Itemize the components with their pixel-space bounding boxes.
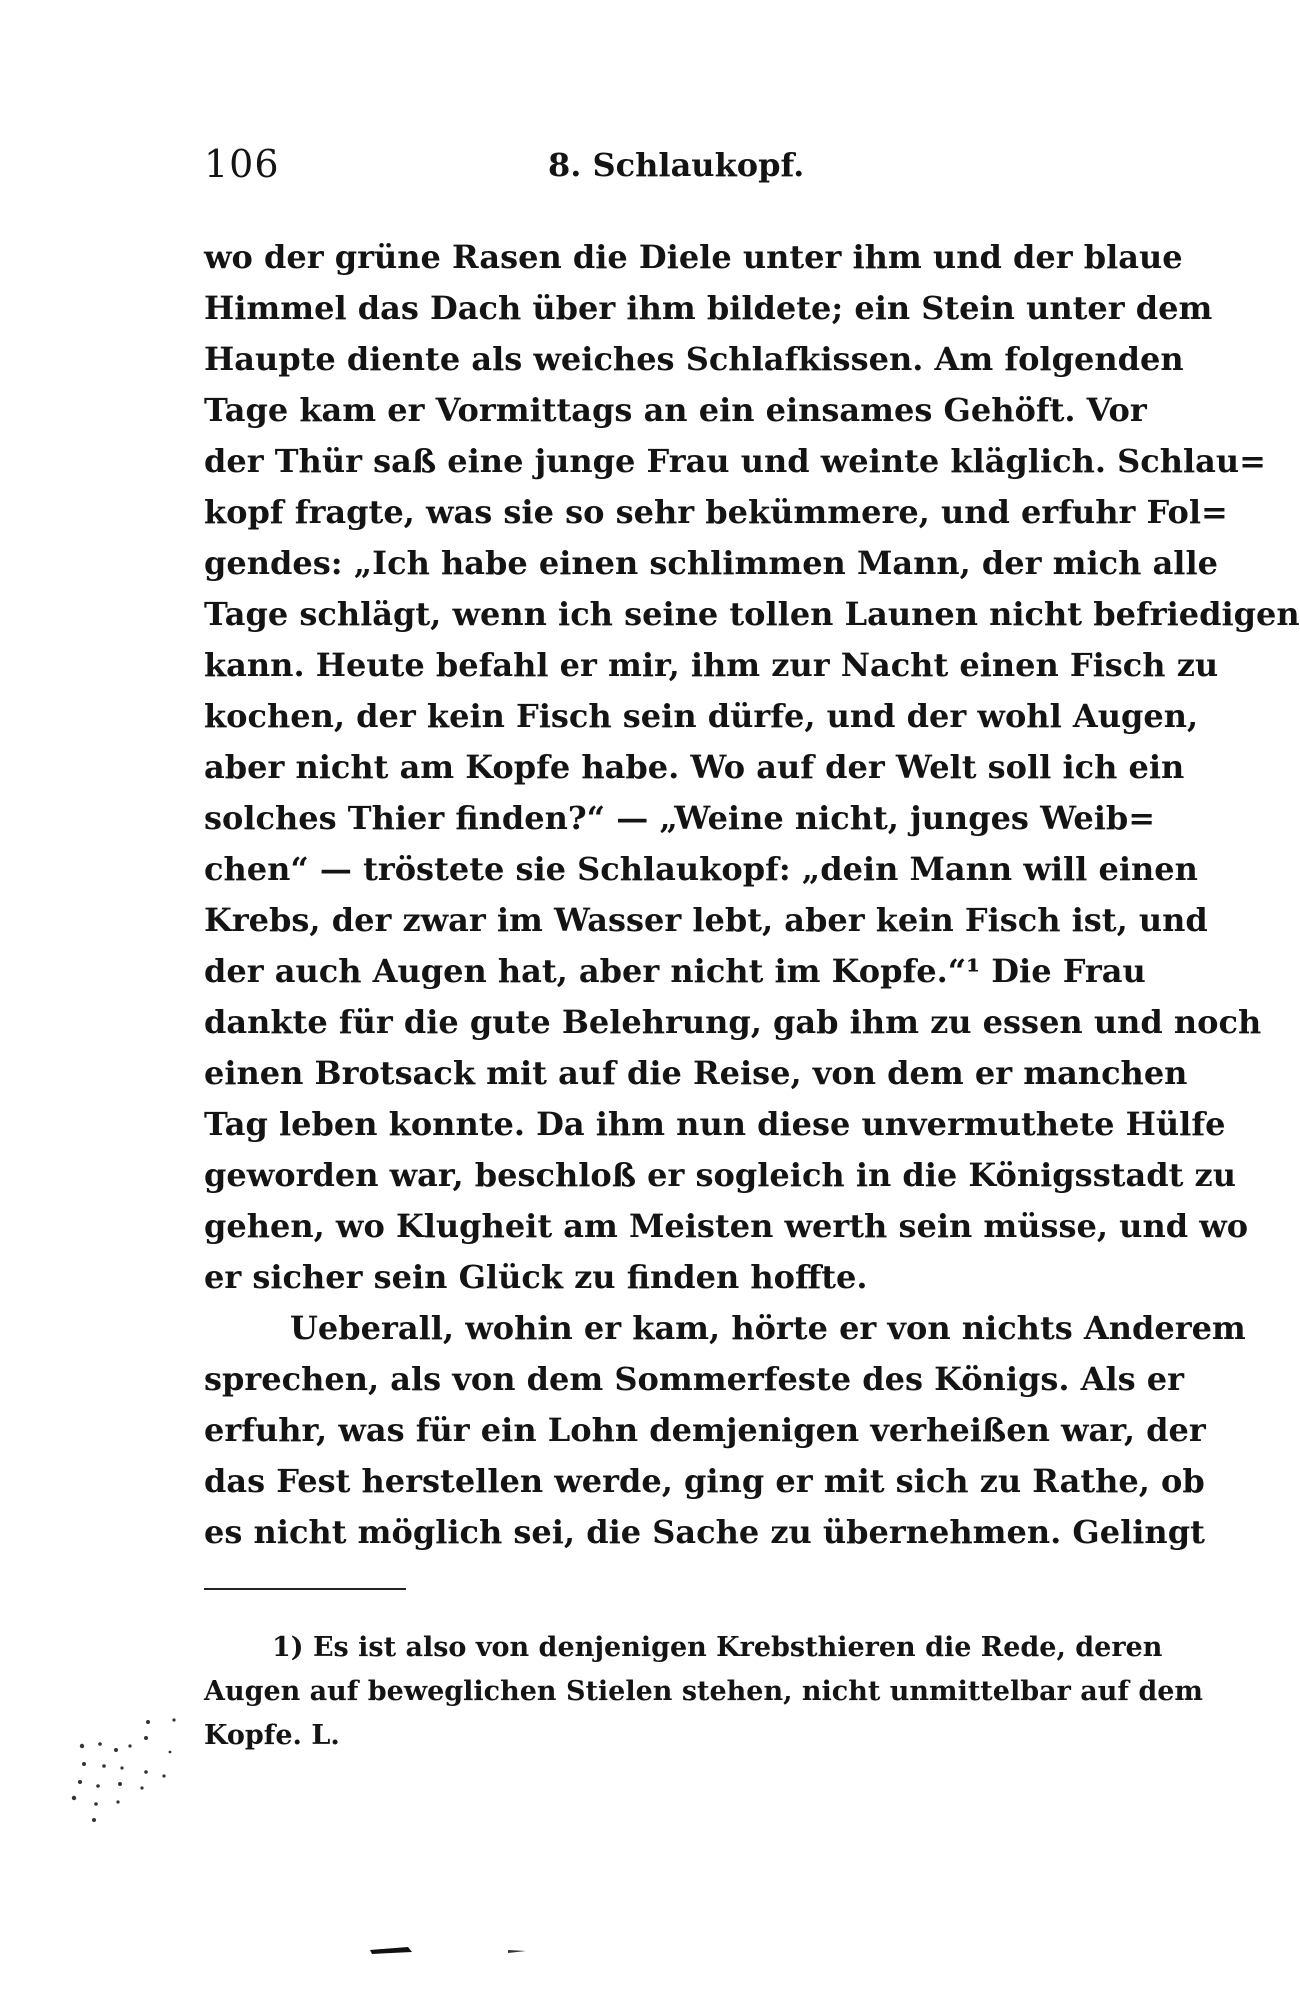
footnote-line: 1) Es ist also von denjenigen Krebsthieren die Rede, deren (272, 1632, 1163, 1663)
text-line: Himmel das Dach über ihm bildete; ein Stein unter dem (204, 289, 1213, 327)
footnote-line: Augen auf beweglichen Stielen stehen, nicht unmittelbar auf dem (204, 1676, 1203, 1707)
text-line: gendes: „Ich habe einen schlimmen Mann, der mich alle (204, 544, 1218, 582)
text-line: der Thür saß eine junge Frau und weinte kläglich. Schlau= (204, 442, 1266, 480)
text-line: Haupte diente als weiches Schlafkissen. Am folgenden (204, 340, 1184, 378)
text-line: erfuhr, was für ein Lohn demjenigen verheißen war, der (204, 1411, 1206, 1449)
footnote-line: Kopfe. L. (204, 1720, 340, 1751)
text-line: chen“ — tröstete sie Schlaukopf: „dein Mann will einen (204, 850, 1198, 888)
text-line: einen Brotsack mit auf die Reise, von dem er manchen (204, 1054, 1188, 1092)
page-number: 106 (204, 142, 280, 186)
bottom-ink-marks (360, 1940, 520, 1960)
text-line: sprechen, als von dem Sommerfeste des Königs. Als er (204, 1360, 1184, 1398)
running-head: 8. Schlaukopf. (548, 146, 805, 184)
footnote (204, 1626, 1203, 1758)
body-text (204, 232, 1300, 1558)
page-header (204, 142, 1100, 192)
ink-specks-decoration (70, 1716, 210, 1856)
text-line: Krebs, der zwar im Wasser lebt, aber kein Fisch ist, und (204, 901, 1208, 939)
text-line: der auch Augen hat, aber nicht im Kopfe.“¹ Die Frau (204, 952, 1146, 990)
text-line: dankte für die gute Belehrung, gab ihm zu essen und noch (204, 1003, 1262, 1041)
text-line: aber nicht am Kopfe habe. Wo auf der Welt soll ich ein (204, 748, 1185, 786)
text-line: gehen, wo Klugheit am Meisten werth sein müsse, und wo (204, 1207, 1249, 1245)
text-line: Tage kam er Vormittags an ein einsames Gehöft. Vor (204, 391, 1147, 429)
text-line: Tage schlägt, wenn ich seine tollen Launen nicht befriedigen (204, 595, 1300, 633)
text-line: kann. Heute befahl er mir, ihm zur Nacht einen Fisch zu (204, 646, 1219, 684)
text-line: wo der grüne Rasen die Diele unter ihm und der blaue (204, 238, 1183, 276)
text-line: kochen, der kein Fisch sein dürfe, und der wohl Augen, (204, 697, 1199, 735)
text-line: kopf fragte, was sie so sehr bekümmere, und erfuhr Fol= (204, 493, 1228, 531)
text-line: Ueberall, wohin er kam, hörte er von nichts Anderem (290, 1309, 1246, 1347)
footnote-rule (204, 1588, 406, 1590)
text-line: solches Thier finden?“ — „Weine nicht, junges Weib= (204, 799, 1156, 837)
text-line: es nicht möglich sei, die Sache zu übernehmen. Gelingt (204, 1513, 1205, 1551)
text-line: geworden war, beschloß er sogleich in die Königsstadt zu (204, 1156, 1236, 1194)
text-line: Tag leben konnte. Da ihm nun diese unvermuthete Hülfe (204, 1105, 1226, 1143)
text-line: er sicher sein Glück zu finden hoffte. (204, 1258, 868, 1296)
text-line: das Fest herstellen werde, ging er mit sich zu Rathe, ob (204, 1462, 1205, 1500)
